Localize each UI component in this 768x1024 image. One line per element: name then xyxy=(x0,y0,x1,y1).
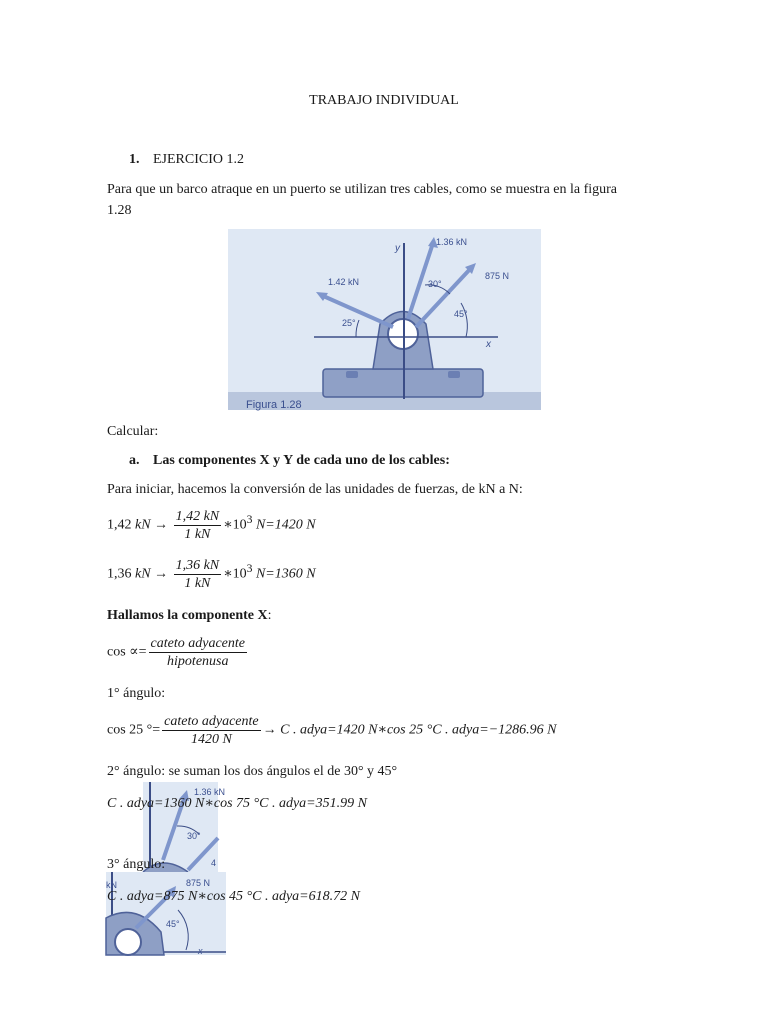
conv2-denominator: 1 kN xyxy=(184,576,211,591)
conv2-exp: 3 xyxy=(246,562,253,576)
conv2-lhs: 1,36 xyxy=(107,566,132,582)
angle1-label: 1° ángulo: xyxy=(107,686,166,701)
angle2-eq-text: C . adya=1360 N∗cos 75 °C . adya=351.99 N xyxy=(107,796,367,811)
conv2-numerator: 1,36 kN xyxy=(175,558,220,573)
angle3-eq-text: C . adya=875 N∗cos 45 °C . adya=618.72 N xyxy=(107,889,360,904)
figure-caption: Figura 1.28 xyxy=(246,399,302,411)
find-x-bold: Hallamos la componente X xyxy=(107,608,268,623)
cos-def-numerator: cateto adyacente xyxy=(150,636,245,651)
figure-angle-1: 25° xyxy=(342,318,356,328)
exercise-label: EJERCICIO 1.2 xyxy=(153,152,244,167)
cos-def-denominator: hipotenusa xyxy=(167,654,229,669)
conv1-mult: ∗10 xyxy=(223,517,247,533)
cos-def-lhs: cos ∝= xyxy=(107,644,147,660)
conv1-result: N=1420 N xyxy=(255,517,316,533)
crop1-angle: 30° xyxy=(187,831,201,841)
crop2-partial-left: kN xyxy=(106,880,117,890)
conv2-lhs-unit: kN → xyxy=(135,566,169,582)
angle1-equation xyxy=(107,713,557,748)
angle1-lhs: cos 25 °= xyxy=(107,722,161,738)
conv1-fraction xyxy=(174,508,222,543)
angle1-rhs: → C . adya=1420 N∗cos 25 °C . adya=−1286.96 N xyxy=(262,722,557,738)
find-x-tail: : xyxy=(267,608,272,623)
crop2-force: 875 N xyxy=(186,878,211,888)
conv1-lhs: 1,42 xyxy=(107,517,132,533)
figure-angle-3: 45° xyxy=(454,309,468,319)
angle1-fraction xyxy=(162,713,260,748)
angle2-label: 2° ángulo: se suman los dos ángulos el de 30° y 45° xyxy=(107,764,398,779)
angle1-numerator: cateto adyacente xyxy=(164,714,259,729)
figure-force-2: 1.36 kN xyxy=(436,237,468,247)
calc-label: Calcular: xyxy=(107,424,159,439)
crop2-partial-x: x xyxy=(198,946,203,956)
figure-1-28 xyxy=(228,229,541,410)
figure-label-x: x xyxy=(486,339,491,350)
intro-text-line1: Para que un barco atraque en un puerto se utilizan tres cables, como se muestra en la figura xyxy=(107,182,618,197)
figure-angle-2: 30° xyxy=(428,279,442,289)
conversion-eq-2 xyxy=(107,557,316,592)
angle2-equation xyxy=(107,795,367,812)
exercise-number: 1. xyxy=(129,152,140,167)
figure-force-3: 875 N xyxy=(485,271,510,281)
conv1-exp: 3 xyxy=(246,513,253,527)
figure-label-y: y xyxy=(395,243,400,254)
find-x-heading xyxy=(107,608,272,624)
cos-def-fraction xyxy=(149,635,247,670)
angle3-label: 3° ángulo: xyxy=(107,857,166,872)
figure-crop-2 xyxy=(106,872,226,955)
conversion-intro: Para iniciar, hacemos la conversión de las unidades de fuerzas, de kN a N: xyxy=(107,482,523,497)
conv1-lhs-unit: kN → xyxy=(135,517,169,533)
intro-text-line2: 1.28 xyxy=(107,203,132,218)
conv1-denominator: 1 kN xyxy=(184,527,211,542)
page-title: TRABAJO INDIVIDUAL xyxy=(309,93,459,108)
angle1-denominator: 1420 N xyxy=(190,732,232,747)
part-a-letter: a. xyxy=(129,453,140,468)
crop1-force: 1.36 kN xyxy=(194,787,226,797)
conv2-result: N=1360 N xyxy=(255,566,316,582)
crop1-partial: 4 xyxy=(211,858,217,868)
angle3-equation xyxy=(107,888,360,905)
conversion-eq-1 xyxy=(107,508,316,543)
part-a-text: Las componentes X y Y de cada uno de los cables: xyxy=(153,453,450,468)
figure-force-1: 1.42 kN xyxy=(328,277,360,287)
crop2-angle: 45° xyxy=(166,919,180,929)
conv1-numerator: 1,42 kN xyxy=(175,509,220,524)
conv2-fraction xyxy=(174,557,222,592)
conv2-mult: ∗10 xyxy=(223,566,247,582)
cos-definition xyxy=(107,635,249,670)
